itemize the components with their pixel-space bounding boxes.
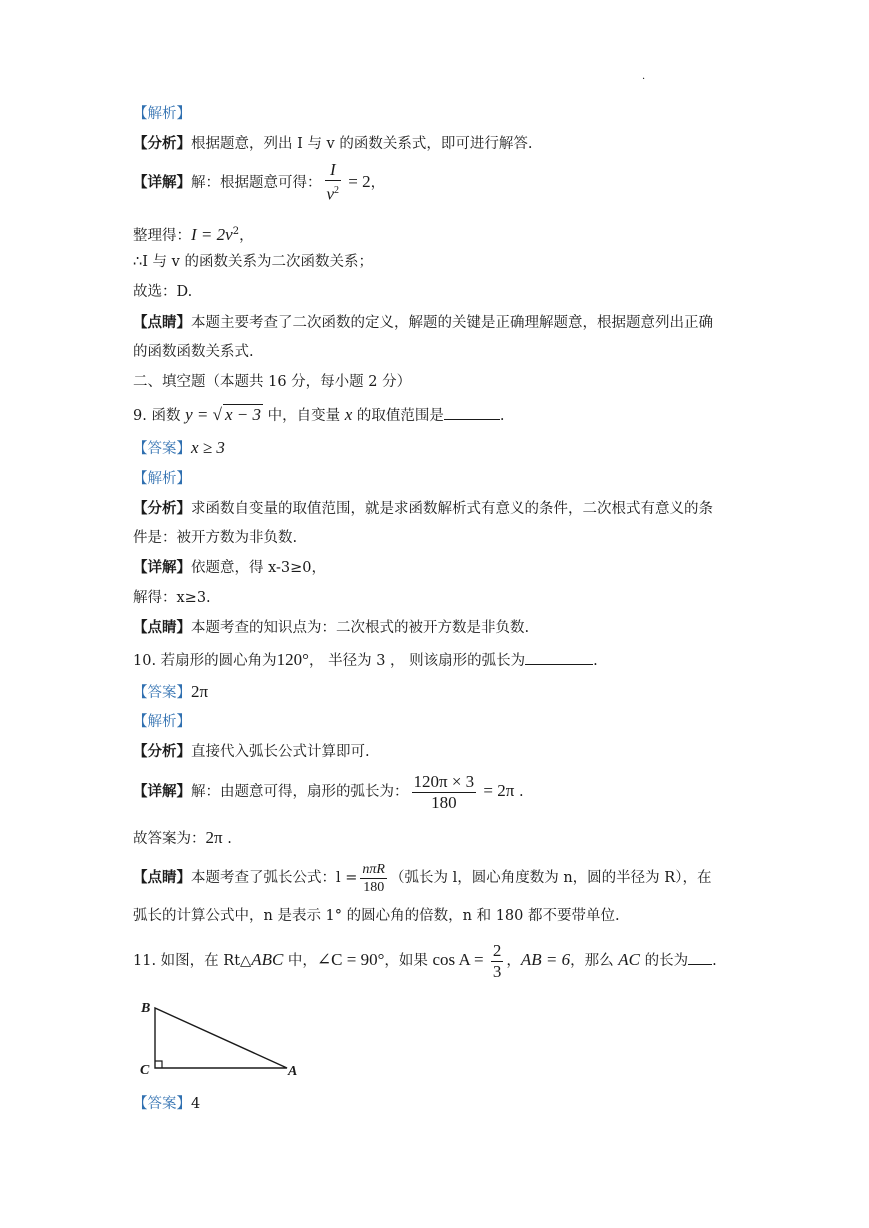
q11-prefix: 11. 如图，在 Rt△ — [133, 953, 252, 969]
q10-xiangjie-tag: 【详解】 — [133, 783, 191, 800]
q10-dianjing-tag: 【点睛】 — [133, 869, 191, 886]
q8-frac-num: I — [325, 160, 342, 181]
q10-stem — [133, 650, 598, 671]
fenxi-tag: 【分析】 — [133, 135, 191, 152]
q8-xiangjie — [133, 160, 385, 206]
q9-xiangjie — [133, 558, 326, 578]
q9-prefix: 9. 函数 — [133, 408, 186, 424]
q8-choice: 故选：D. — [133, 284, 193, 300]
q10-frac-num: 120π × 3 — [413, 771, 475, 791]
q9-xiangjie-tag: 【详解】 — [133, 559, 191, 576]
q10-gudaan-suffix: . — [222, 831, 232, 847]
q11-answer-value: 4 — [191, 1096, 201, 1112]
q9-fenxi-tag: 【分析】 — [133, 500, 191, 517]
q9-blank — [444, 419, 500, 420]
q10-dianjing-suffix: （弧长为 l，圆心角度数为 n，圆的半径为 R），在 — [389, 870, 712, 886]
q10-dianjing — [133, 856, 711, 900]
page-dot: · — [642, 74, 646, 85]
q10-dj-frac-den: 180 — [363, 879, 385, 895]
q8-zhengli-prefix: 整理得： — [133, 227, 191, 244]
daan-tag: 【答案】 — [133, 441, 191, 457]
q8-xiangjie-prefix: 解：根据题意可得： — [191, 175, 322, 191]
q8-zhengli-exp: 2 — [232, 226, 240, 237]
q10-rhs-suffix: . — [514, 784, 524, 800]
q10-prefix: 10. 若扇形的圆心角为 — [133, 653, 277, 669]
vertex-label-a: A — [288, 1064, 298, 1079]
q10-dianjing-prefix: 本题考查了弧长公式： — [191, 870, 336, 886]
q10-gudaan — [133, 828, 232, 849]
q9-mid: 中，自变量 — [262, 408, 345, 424]
q11-ac: AC — [618, 950, 640, 969]
q10-gudaan-value: 2π — [205, 828, 223, 847]
q8-fraction — [325, 160, 342, 205]
q8-zhengli-formula: I = 2v — [191, 224, 233, 244]
q11-angle: ∠C = 90° — [316, 950, 385, 969]
q11-mid2: ，如果 — [384, 953, 433, 969]
q10-xiangjie-prefix: 解：由题意可得，扇形的弧长为： — [191, 784, 409, 800]
q9-suffix: 的取值范围是 — [352, 408, 444, 424]
q8-dianjing-line1: 本题主要考查了二次函数的定义，解题的关键是正确理解题意，根据题意列出正确 — [191, 315, 713, 331]
q9-radicand: x − 3 — [224, 405, 261, 424]
q9-stem: 9. 函数 y = √ x − 3 中，自变量 x 的取值范围是 . — [133, 405, 505, 424]
q11-mid3: ， — [506, 953, 521, 969]
q10-dj-fraction — [360, 861, 387, 896]
q9-var: x — [344, 405, 353, 424]
q10-answer-value: 2π — [191, 682, 209, 701]
q11-cos-den: 3 — [492, 961, 502, 981]
q10-answer — [133, 682, 208, 703]
q11-ab: AB = 6 — [520, 950, 571, 969]
q9-fenxi-line2: 件是：被开方数为非负数. — [133, 530, 298, 546]
q10-jiexi-tag: 【解析】 — [133, 714, 191, 730]
q9-dianjing-text: 本题考查的知识点为：二次根式的被开方数是非负数. — [191, 620, 530, 636]
q10-dj-frac-num: nπR — [362, 861, 385, 877]
q10-frac-den: 180 — [431, 792, 457, 812]
q9-end: . — [499, 408, 505, 424]
q8-frac-den: v — [326, 184, 335, 204]
triangle-shape — [155, 1008, 287, 1068]
right-angle-mark — [155, 1061, 162, 1068]
q8-conclusion: ∴I 与 v 的函数关系为二次函数关系； — [133, 254, 373, 270]
q10-fenxi-text: 直接代入弧长公式计算即可. — [191, 744, 370, 760]
right-triangle-figure — [135, 992, 315, 1082]
q10-mid: ， 半径为 3 ， 则该扇形的弧长为 — [308, 653, 526, 669]
q11-mid4: ，那么 — [570, 953, 619, 969]
q11-blank — [688, 964, 712, 965]
q11-end: . — [712, 953, 717, 969]
q10-fenxi — [133, 742, 370, 762]
q8-fenxi — [133, 134, 532, 154]
section-title: 二、填空题（本题共 16 分，每小题 2 分） — [133, 374, 412, 390]
q9-fenxi-line1: 求函数自变量的取值范围，就是求函数解析式有意义的条件，二次根式有意义的条 — [191, 501, 713, 517]
q8-xiangjie-suffix: ， — [370, 175, 386, 191]
vertex-label-b: B — [141, 1001, 151, 1016]
q8-dianjing-line2: 的函数函数关系式. — [133, 344, 254, 360]
q11-stem — [133, 938, 717, 983]
q10-blank — [525, 664, 593, 665]
vertex-label-c: C — [140, 1063, 150, 1078]
q11-answer — [133, 1094, 200, 1114]
q11-daan-tag: 【答案】 — [133, 1096, 191, 1112]
q11-suffix: 的长为 — [639, 953, 689, 969]
q10-gudaan-prefix: 故答案为： — [133, 831, 206, 847]
q11-mid1: 中， — [283, 953, 317, 969]
q11-abc: ABC — [251, 950, 284, 969]
q9-answer-value: x ≥ 3 — [191, 438, 225, 457]
xiangjie-tag: 【详解】 — [133, 174, 191, 191]
q11-cos: cos A = — [432, 950, 488, 969]
q9-dianjing-tag: 【点睛】 — [133, 619, 191, 636]
q10-end: . — [593, 653, 598, 669]
q8-zhengli — [133, 222, 254, 246]
q10-daan-tag: 【答案】 — [133, 685, 191, 701]
q9-jiede: 解得：x≥3. — [133, 590, 211, 606]
q9-dianjing — [133, 618, 529, 638]
q10-fraction — [412, 772, 477, 813]
q11-cos-fraction — [491, 941, 504, 982]
q8-frac-den-exp: 2 — [334, 185, 340, 197]
q10-dianjing-l: l = — [336, 870, 358, 886]
q8-zhengli-suffix: ， — [239, 227, 254, 244]
q9-xiangjie-text: 依题意，得 x-3≥0， — [191, 560, 327, 576]
q10-xiangjie — [133, 769, 524, 814]
jiexi-tag: 【解析】 — [133, 106, 191, 122]
q11-cos-num: 2 — [492, 940, 502, 960]
q10-rhs: = 2π — [479, 781, 515, 800]
q10-angle: 120° — [276, 650, 309, 669]
q9-fenxi — [133, 499, 713, 519]
q8-rhs: = 2 — [344, 172, 371, 191]
q8-dianjing — [133, 313, 713, 333]
q10-fenxi-tag: 【分析】 — [133, 743, 191, 760]
q9-jiexi-tag: 【解析】 — [133, 471, 191, 487]
q10-dianjing-line2: 弧长的计算公式中，n 是表示 1° 的圆心角的倍数，n 和 180 都不要带单位. — [133, 908, 620, 924]
dianjing-tag: 【点睛】 — [133, 314, 191, 331]
q8-fenxi-text: 根据题意，列出 I 与 v 的函数关系式，即可进行解答. — [191, 136, 533, 152]
q9-answer — [133, 438, 225, 459]
q9-y-eq: y = — [185, 405, 213, 424]
